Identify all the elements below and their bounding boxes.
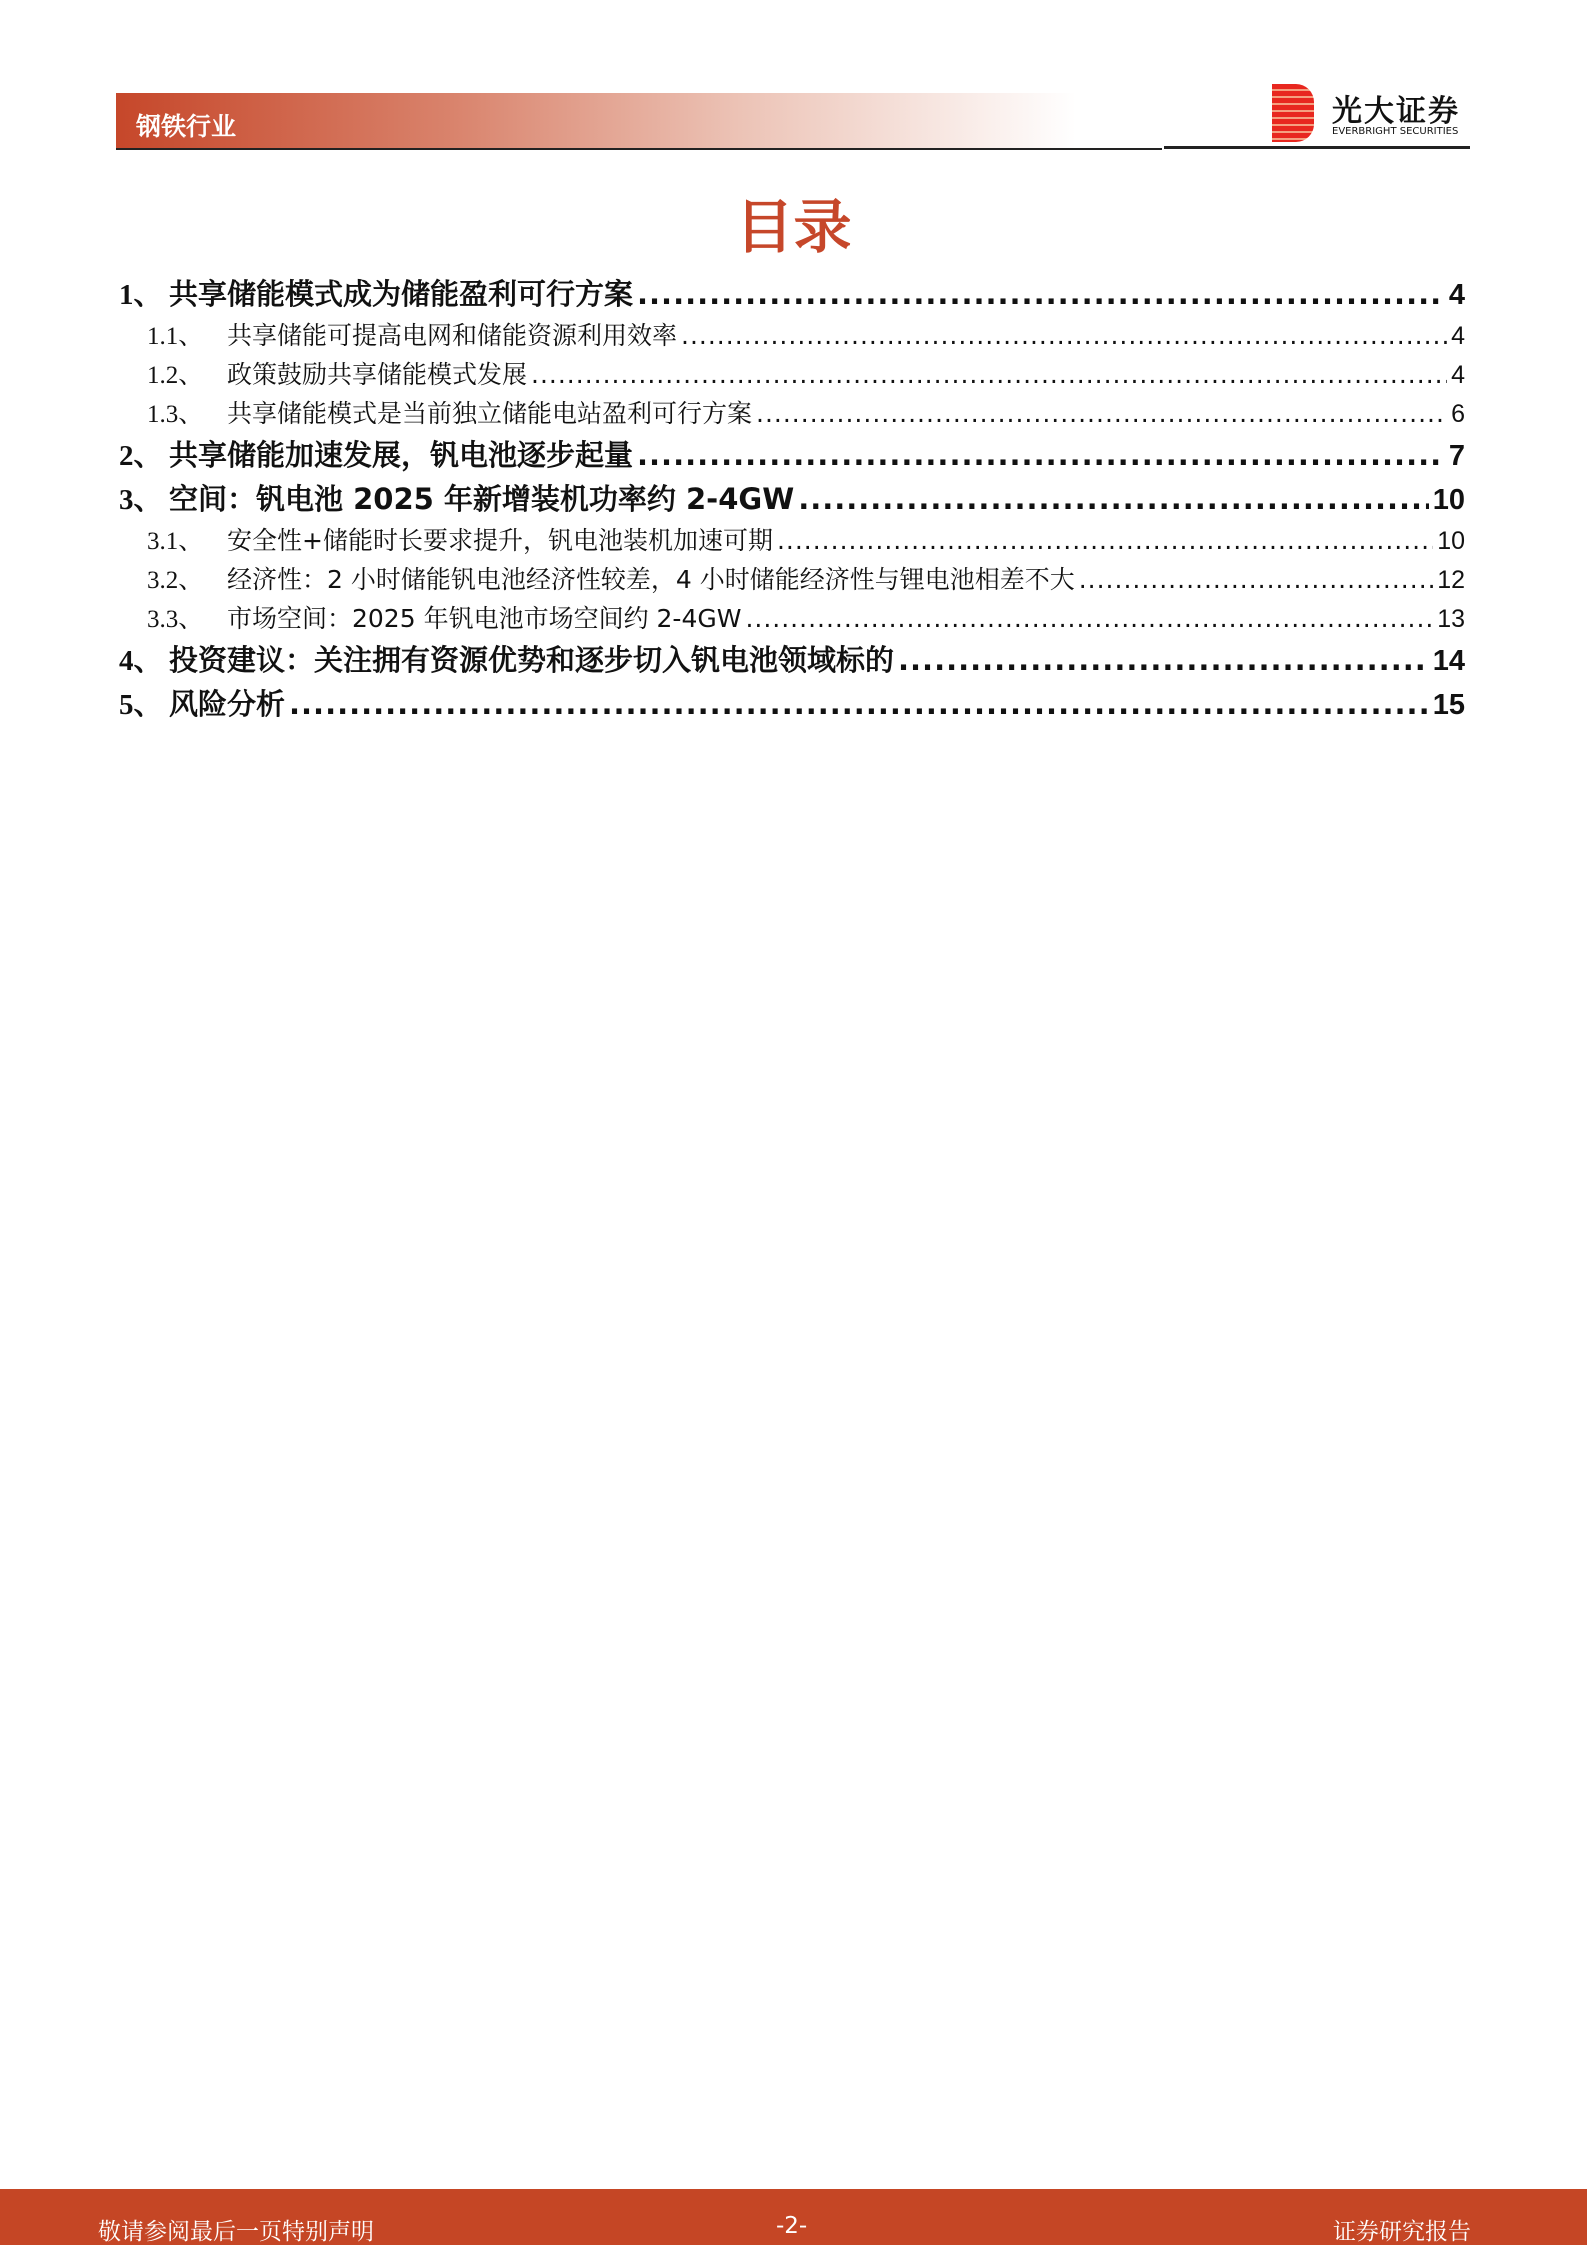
toc-number: 3、	[119, 484, 163, 516]
footer-bar	[0, 2189, 1587, 2245]
header-divider	[116, 148, 1162, 150]
toc-number: 1.3、	[147, 401, 204, 428]
toc-text: 风险分析	[169, 687, 286, 721]
toc-number: 3.3、	[147, 606, 204, 633]
toc-page: 10	[1437, 527, 1465, 555]
toc-text: 经济性：2 小时储能钒电池经济性较差，4 小时储能经济性与锂电池相差不大	[227, 565, 1075, 594]
toc-entry[interactable]	[119, 560, 1465, 599]
toc-page: 4	[1448, 279, 1465, 311]
toc-entry[interactable]	[119, 394, 1465, 433]
toc-number: 1.2、	[147, 362, 204, 389]
toc-text: 共享储能可提高电网和储能资源利用效率	[227, 321, 678, 350]
table-of-contents	[119, 272, 1465, 726]
toc-page: 6	[1451, 400, 1465, 428]
toc-entry[interactable]	[119, 521, 1465, 560]
toc-text: 共享储能模式成为储能盈利可行方案	[169, 277, 634, 311]
toc-entry[interactable]	[119, 272, 1465, 316]
toc-entry[interactable]	[119, 477, 1465, 521]
toc-leader-dots	[1079, 560, 1433, 599]
toc-leader-dots	[745, 599, 1433, 638]
toc-page: 12	[1437, 566, 1465, 594]
company-logo	[1272, 84, 1472, 144]
toc-entry[interactable]	[119, 433, 1465, 477]
toc-number: 2、	[119, 440, 163, 472]
toc-number: 1.1、	[147, 323, 204, 350]
header-divider-right	[1164, 146, 1470, 149]
toc-number: 5、	[119, 689, 163, 721]
logo-name-en: EVERBRIGHT SECURITIES	[1332, 126, 1459, 137]
toc-leader-dots	[637, 433, 1445, 477]
toc-leader-dots	[798, 477, 1429, 521]
logo-mark-icon	[1272, 84, 1314, 142]
toc-page: 13	[1437, 605, 1465, 633]
toc-entry[interactable]	[119, 316, 1465, 355]
industry-label: 钢铁行业	[136, 112, 237, 141]
toc-number: 1、	[119, 279, 163, 311]
toc-page: 10	[1432, 484, 1465, 516]
toc-entry[interactable]	[119, 599, 1465, 638]
header-banner	[116, 93, 1076, 149]
toc-text: 空间：钒电池 2025 年新增装机功率约 2-4GW	[169, 482, 795, 516]
toc-page: 14	[1432, 645, 1465, 677]
page-title: 目录	[735, 193, 852, 261]
toc-entry[interactable]	[119, 638, 1465, 682]
logo-name-cn: 光大证券	[1332, 94, 1460, 129]
toc-text: 政策鼓励共享储能模式发展	[227, 360, 528, 389]
footer-report-type: 证券研究报告	[1333, 2219, 1471, 2245]
toc-text: 共享储能模式是当前独立储能电站盈利可行方案	[227, 399, 753, 428]
toc-leader-dots	[531, 355, 1447, 394]
footer-disclaimer: 敬请参阅最后一页特别声明	[98, 2219, 374, 2245]
toc-text: 安全性+储能时长要求提升，钒电池装机加速可期	[227, 526, 773, 555]
toc-text: 投资建议：关注拥有资源优势和逐步切入钒电池领域标的	[169, 643, 895, 677]
toc-page: 4	[1451, 361, 1465, 389]
toc-entry[interactable]	[119, 682, 1465, 726]
toc-leader-dots	[681, 316, 1447, 355]
toc-number: 3.2、	[147, 567, 204, 594]
toc-number: 3.1、	[147, 528, 204, 555]
toc-page: 7	[1448, 440, 1465, 472]
page-number: -2-	[776, 2213, 808, 2239]
toc-leader-dots	[898, 638, 1429, 682]
toc-leader-dots	[777, 521, 1433, 560]
toc-number: 4、	[119, 645, 163, 677]
toc-text: 市场空间：2025 年钒电池市场空间约 2-4GW	[227, 604, 742, 633]
toc-leader-dots	[756, 394, 1447, 433]
toc-page: 15	[1432, 689, 1465, 721]
toc-text: 共享储能加速发展，钒电池逐步起量	[169, 438, 634, 472]
toc-entry[interactable]	[119, 355, 1465, 394]
toc-page: 4	[1451, 322, 1465, 350]
toc-leader-dots	[637, 272, 1445, 316]
toc-leader-dots	[289, 682, 1429, 726]
